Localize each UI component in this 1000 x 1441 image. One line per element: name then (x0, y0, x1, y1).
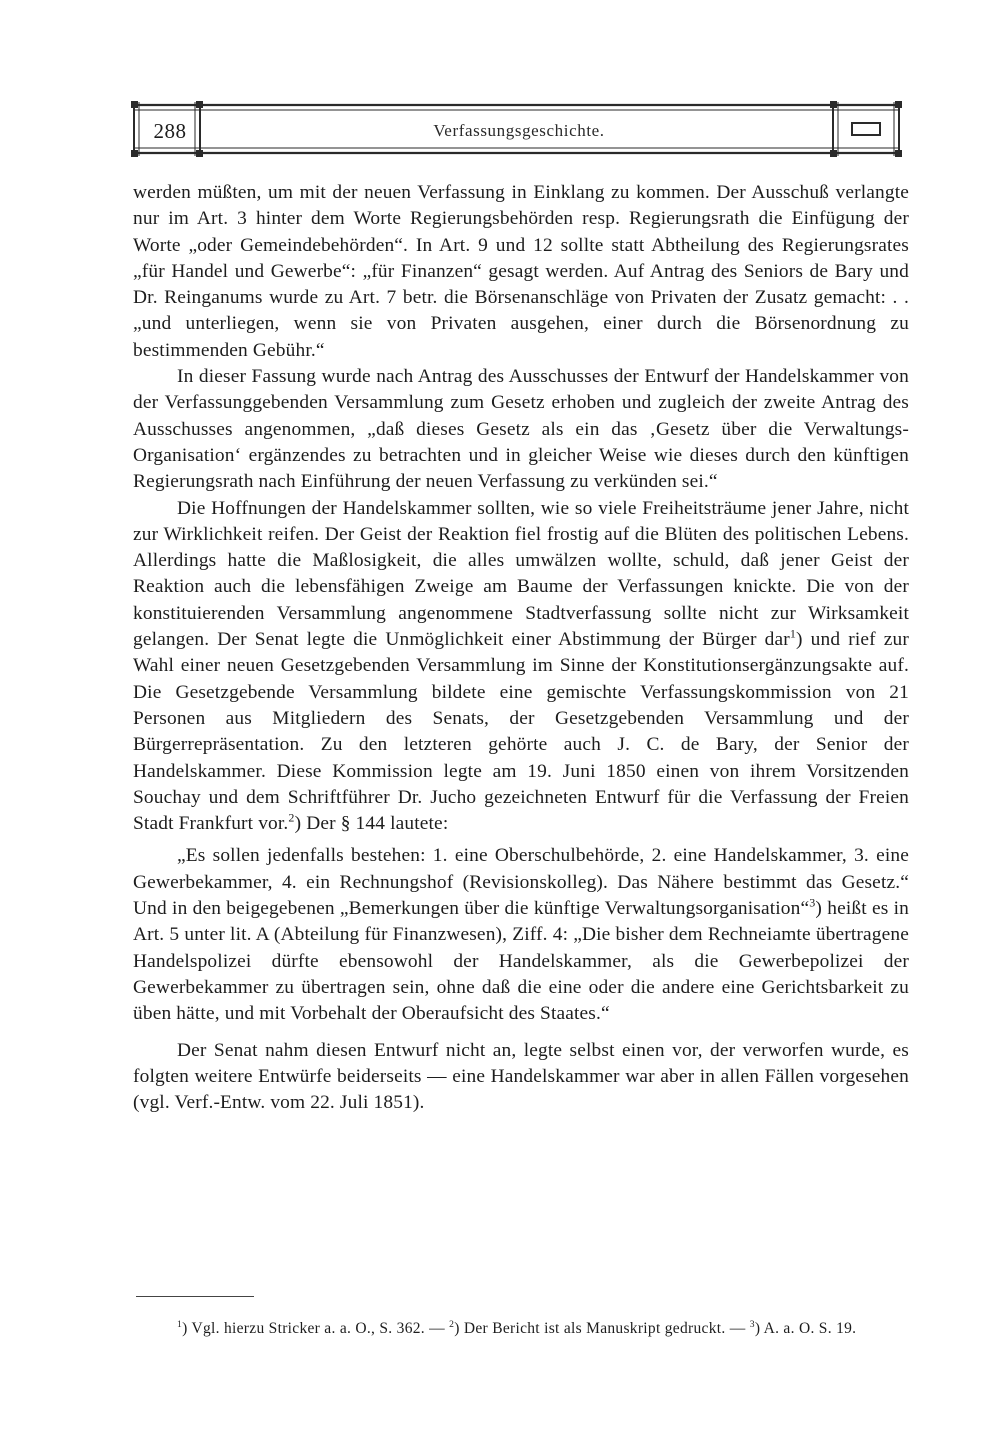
footnote-mark: 3 (749, 1318, 755, 1330)
paragraph: Der Senat nahm diesen Entwurf nicht an, legte selbst einen vor, der verworfen wurde, es folgten weitere Entwürfe beiderseits — eine Handelskammer war aber in allen Fällen vorgesehen (vgl. Verf.-Entw. vom 22. Juli 1851). (133, 1039, 909, 1114)
page-number: 288 (153, 119, 187, 143)
paragraph: In dieser Fassung wurde nach Antrag des Ausschusses der Entwurf der Handelskammer von der Verfassunggebenden Versammlung zum Gesetz erhoben und zugleich der zweite Antrag des Ausschusses angenommen, „daß dieses Gesetz als ein das ‚Gesetz über die Verwaltungs-Organisation‘ ergänzendes zu betrachten und in gleicher Weise wie dieses durch den künftigen Regierungsrath nach Einführung der neuen Verfassung zu verkünden sei.“ (133, 366, 909, 493)
footnote-mark: 1 (177, 1318, 183, 1330)
footnote-line (133, 1318, 909, 1340)
footnote-text: ) A. a. O. S. 19. (754, 1320, 857, 1337)
footnote-ref: 1 (789, 626, 796, 641)
footnote-divider (136, 1296, 254, 1297)
footnote-text: ) Vgl. hierzu Stricker a. a. O., S. 362. — (182, 1320, 450, 1337)
main-text (133, 180, 909, 1116)
footnote-text: ) Der Bericht ist als Manuskript gedruckt. — (454, 1320, 750, 1337)
footnote-ref: 3 (809, 895, 816, 910)
footnote-ref: 2 (288, 810, 295, 825)
text-run: ) und rief zur Wahl einer neuen Gesetzgebenden Versammlung im Sinne der Konstitutionsergänzungsakte auf. Die Gesetzgebende Versammlung bildete eine gemischte Verfassungskommission von 21 Personen aus Mitgliedern des Senats, der Gesetzgebenden Versammlung und der Bürgerrepräsentation. Zu den letzteren gehörte auch J. C. de Bary, der Senior der Handelskammer. Diese Kommission legte am 19. Juni 1850 einen von ihrem Vorsitzenden Souchay und dem Schriftführer Dr. Jucho gezeichneten Entwurf für die Verfassung der Freien Stadt Frankfurt vor. (133, 629, 909, 835)
text-run: „Es sollen jedenfalls bestehen: 1. eine Oberschulbehörde, 2. eine Handelskammer, 3. eine Gewerbekammer, 4. ein Rechnungshof (Revisionskolleg). Das Nähere bestimmt das Gesetz.“ Und in den beigegebenen „Bemerkungen über die künftige Verwaltungsorganisation“ (133, 845, 909, 920)
footnotes (133, 1318, 909, 1340)
quote-paragraph (133, 843, 909, 1027)
page-header (129, 98, 905, 160)
text-run: ) Der § 144 lautete: (294, 813, 449, 835)
text-run: Die Hoffnungen der Handelskammer sollten, wie so viele Freiheitsträume jener Jahre, nicht zur Wirklichkeit reifen. Der Geist der Reaktion fiel frostig auf die Blüten des politischen Lebens. Allerdings hatte die Maßlosigkeit, die alles umwälzen wollte, schuld, daß jener Geist der Reaktion auch die lebensfähigen Zweige am Baume der Verfassungen knickte. Die von der konstituierenden Versammlung angenommene Stadtverfassung sollte nicht zur Wirksamkeit gelangen. Der Senat legte die Unmöglichkeit einer Abstimmung der Bürger dar (133, 497, 909, 651)
paragraph (133, 496, 909, 838)
text-run: ) heißt es in Art. 5 unter lit. A (Abteilung für Finanzwesen), Ziff. 4: „Die bisher dem Rechneiamte übertragene Handelspolizei dürfte ebensowohl der Handelskammer, als die Gewerbepolizei der Gewerbekammer zu übertragen sein, ohne daß die eine oder die andere eine Gerichtsbarkeit zu üben hätte, und mit Vorbehalt der Oberaufsicht des Staates.“ (133, 898, 909, 1025)
running-head: Verfassungsgeschichte. (433, 121, 605, 140)
footnote-mark: 2 (449, 1318, 455, 1330)
paragraph: werden müßten, um mit der neuen Verfassung in Einklang zu kommen. Der Ausschuß verlangte nur im Art. 3 hinter dem Worte Regierungsbehörden resp. Regierungsrath die Einfügung der Worte „oder Gemeindebehörden“. In Art. 9 und 12 sollte statt Abtheilung des Regierungsrates „für Handel und Gewerbe“: „für Finanzen“ gesagt werden. Auf Antrag des Seniors de Bary und Dr. Reinganums wurde zu Art. 7 betr. die Börsenanschläge von Privaten der Zusatz gemacht: . . „und unterliegen, wenn sie von Privaten ausgehen, einer durch die Börsenordnung zu bestimmenden Gebühr.“ (133, 182, 909, 361)
